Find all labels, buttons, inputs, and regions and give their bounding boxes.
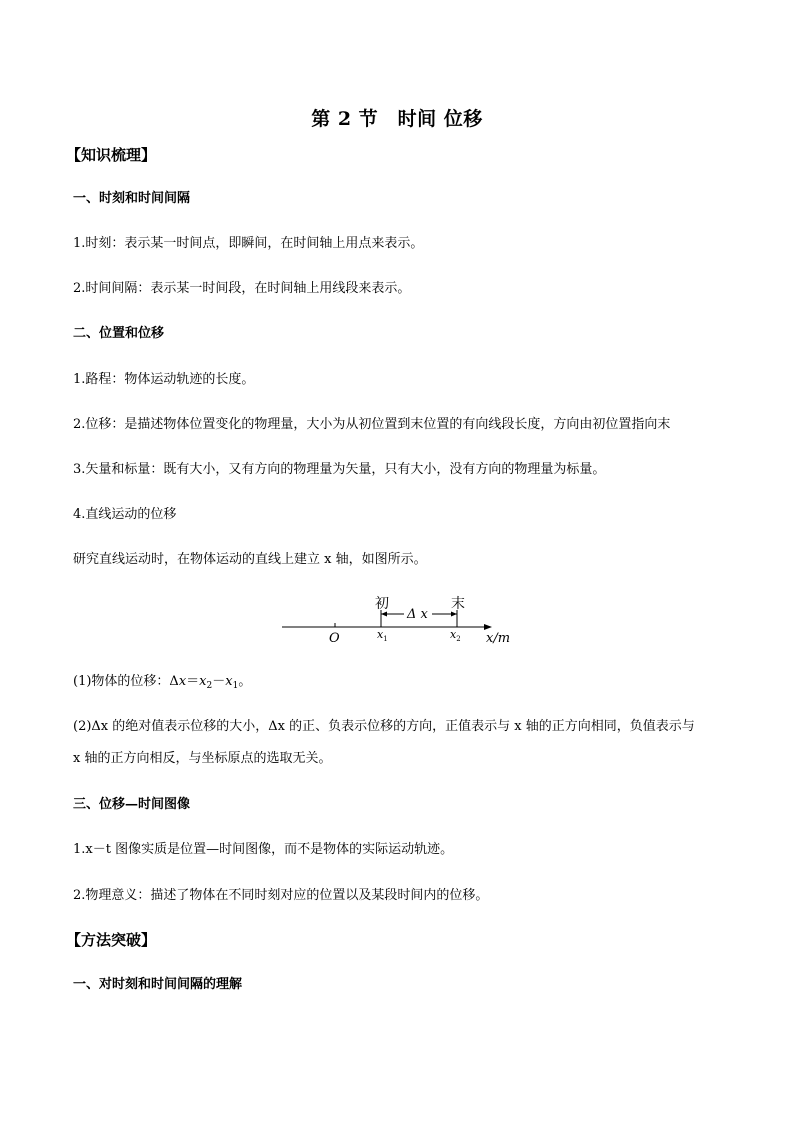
displacement-diagram (280, 590, 520, 650)
formula-end: 。 (238, 674, 252, 689)
diagram-label-delta: Δ x (407, 607, 428, 622)
diagram-label-x2: $x_2$ (450, 628, 461, 643)
heading-x-t-graph: 三、位移—时间图像 (73, 797, 191, 812)
diagram-label-end: 末 (451, 596, 465, 612)
paragraph-x-t-meaning: 2.物理意义：描述了物体在不同时刻对应的位置以及某段时间内的位移。 (73, 888, 489, 903)
formula-sub1: 1 (232, 681, 239, 691)
heading-understanding-time: 一、对时刻和时间间隔的理解 (73, 977, 243, 992)
heading-position-displacement: 二、位置和位移 (73, 326, 165, 341)
paragraph-x-t-nature: 1.x－t 图像实质是位置—时间图像，而不是物体的实际运动轨迹。 (73, 842, 454, 857)
paragraph-delta-x-meaning-cont: x 轴的正方向相反，与坐标原点的选取无关。 (73, 751, 332, 766)
diagram-delta-right-arrow (451, 612, 457, 617)
diagram-label-start: 初 (375, 596, 389, 612)
formula-x1: x (225, 674, 233, 689)
paragraph-displacement-formula (73, 673, 251, 691)
formula-x: x (178, 674, 187, 689)
diagram-label-origin: O (329, 631, 340, 646)
diagram-label-x1: $x_1$ (377, 628, 388, 643)
formula-equals: ＝ (186, 674, 200, 689)
section-method-heading: 【方法突破】 (66, 931, 157, 949)
paragraph-displacement: 2.位移：是描述物体位置变化的物理量，大小为从初位置到末位置的有向线段长度，方向由初位置指向末 (73, 417, 671, 432)
formula-prefix: (1)物体的位移：Δ (73, 674, 179, 689)
paragraph-moment: 1.时刻：表示某一时间点，即瞬间，在时间轴上用点来表示。 (73, 236, 424, 251)
diagram-x-axis-arrow (484, 624, 492, 630)
paragraph-vector-scalar: 3.矢量和标量：既有大小，又有方向的物理量为矢量，只有大小，没有方向的物理量为标量。 (73, 462, 606, 477)
page-title: 第 2 节 时间 位移 (311, 108, 483, 130)
paragraph-path: 1.路程：物体运动轨迹的长度。 (73, 372, 255, 387)
formula-x2: x (199, 674, 207, 689)
heading-time-moment: 一、时刻和时间间隔 (73, 191, 191, 206)
diagram-axis-label: x/m (486, 631, 511, 646)
paragraph-linear-displacement: 4.直线运动的位移 (73, 507, 177, 522)
paragraph-delta-x-meaning: (2)Δx 的绝对值表示位移的大小，Δx 的正、负表示位移的方向，正值表示与 x 轴的正方向相同，负值表示与 (73, 719, 695, 734)
formula-sub2: 2 (206, 681, 213, 691)
section-knowledge-heading: 【知识梳理】 (66, 146, 157, 164)
diagram-delta-left-arrow (381, 612, 387, 617)
formula-minus: － (212, 674, 226, 689)
paragraph-x-axis-intro: 研究直线运动时，在物体运动的直线上建立 x 轴，如图所示。 (73, 552, 427, 567)
paragraph-time-interval: 2.时间间隔：表示某一时间段，在时间轴上用线段来表示。 (73, 281, 411, 296)
